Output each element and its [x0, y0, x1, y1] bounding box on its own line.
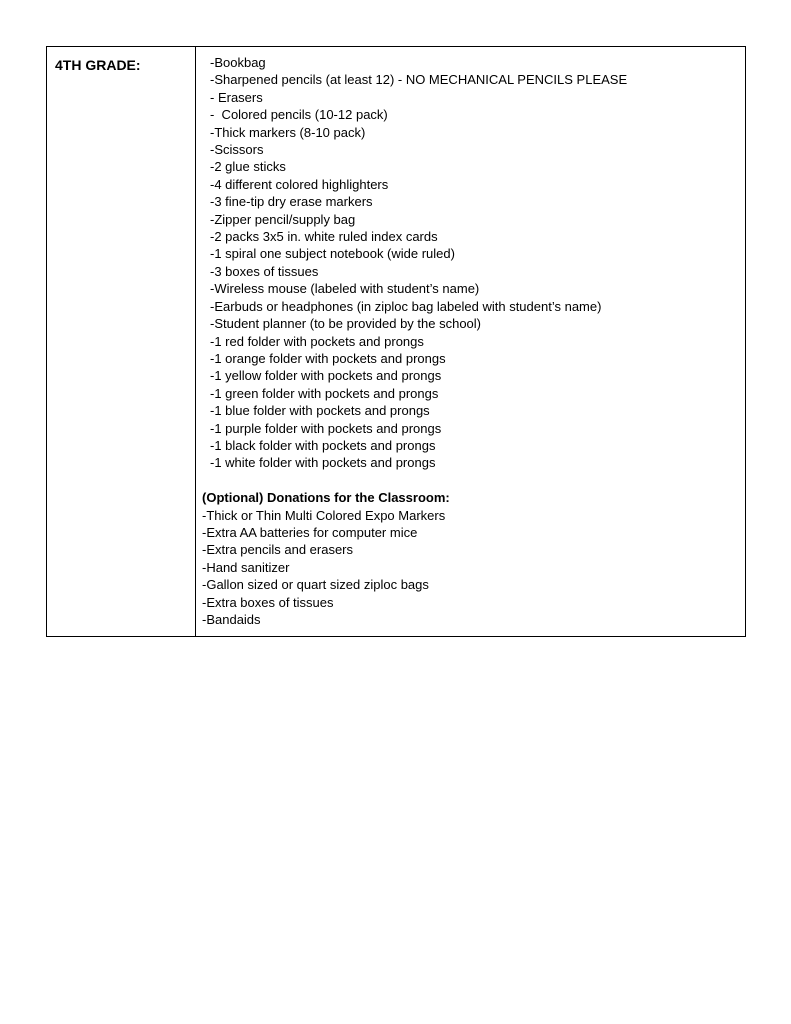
- list-item: -4 different colored highlighters: [210, 176, 389, 192]
- list-item: -1 spiral one subject notebook (wide ruled): [210, 246, 455, 262]
- supply-list-table: [46, 46, 746, 637]
- list-item: -2 packs 3x5 in. white ruled index cards: [210, 229, 438, 245]
- grade-label: 4TH GRADE:: [55, 57, 141, 73]
- optional-donations-list: [202, 507, 745, 629]
- list-item: -Extra pencils and erasers: [202, 542, 354, 558]
- list-item: -1 yellow folder with pockets and prongs: [210, 368, 442, 384]
- list-item: -Gallon sized or quart sized ziploc bags: [202, 577, 429, 593]
- list-item: -Bookbag: [210, 55, 266, 70]
- list-item: -Hand sanitizer: [202, 559, 290, 575]
- list-item: -Bandaids: [202, 611, 261, 627]
- list-item: -Earbuds or headphones (in ziploc bag labeled with student’s name): [210, 298, 602, 314]
- list-item: -2 glue sticks: [210, 159, 286, 175]
- list-item: -3 boxes of tissues: [210, 263, 319, 279]
- optional-donations-heading: (Optional) Donations for the Classroom:: [202, 490, 450, 506]
- required-supplies-list: [202, 54, 745, 472]
- list-item: -Extra boxes of tissues: [202, 594, 334, 610]
- list-item: -1 orange folder with pockets and prongs: [210, 350, 446, 366]
- list-item: -1 green folder with pockets and prongs: [210, 385, 439, 401]
- list-item: - Erasers: [210, 89, 263, 105]
- grade-cell: [47, 47, 196, 636]
- list-item: -1 red folder with pockets and prongs: [210, 333, 424, 349]
- list-item: -1 purple folder with pockets and prongs: [210, 420, 442, 436]
- list-item: -Wireless mouse (labeled with student’s name): [210, 281, 480, 297]
- list-item: -Thick or Thin Multi Colored Expo Markers: [202, 507, 446, 523]
- list-item: -Thick markers (8-10 pack): [210, 124, 366, 140]
- list-item: -1 black folder with pockets and prongs: [210, 437, 436, 453]
- list-item: -3 fine-tip dry erase markers: [210, 194, 373, 210]
- list-item: - Colored pencils (10-12 pack): [210, 107, 388, 123]
- list-item: -Sharpened pencils (at least 12) - NO MECHANICAL PENCILS PLEASE: [210, 72, 628, 88]
- list-item: -Zipper pencil/supply bag: [210, 211, 356, 227]
- list-item: -Student planner (to be provided by the school): [210, 316, 482, 332]
- list-item: -1 blue folder with pockets and prongs: [210, 403, 430, 419]
- list-item: -Scissors: [210, 142, 264, 158]
- supply-list-cell: [196, 47, 745, 636]
- list-item: -Extra AA batteries for computer mice: [202, 524, 418, 540]
- list-item: -1 white folder with pockets and prongs: [210, 455, 436, 471]
